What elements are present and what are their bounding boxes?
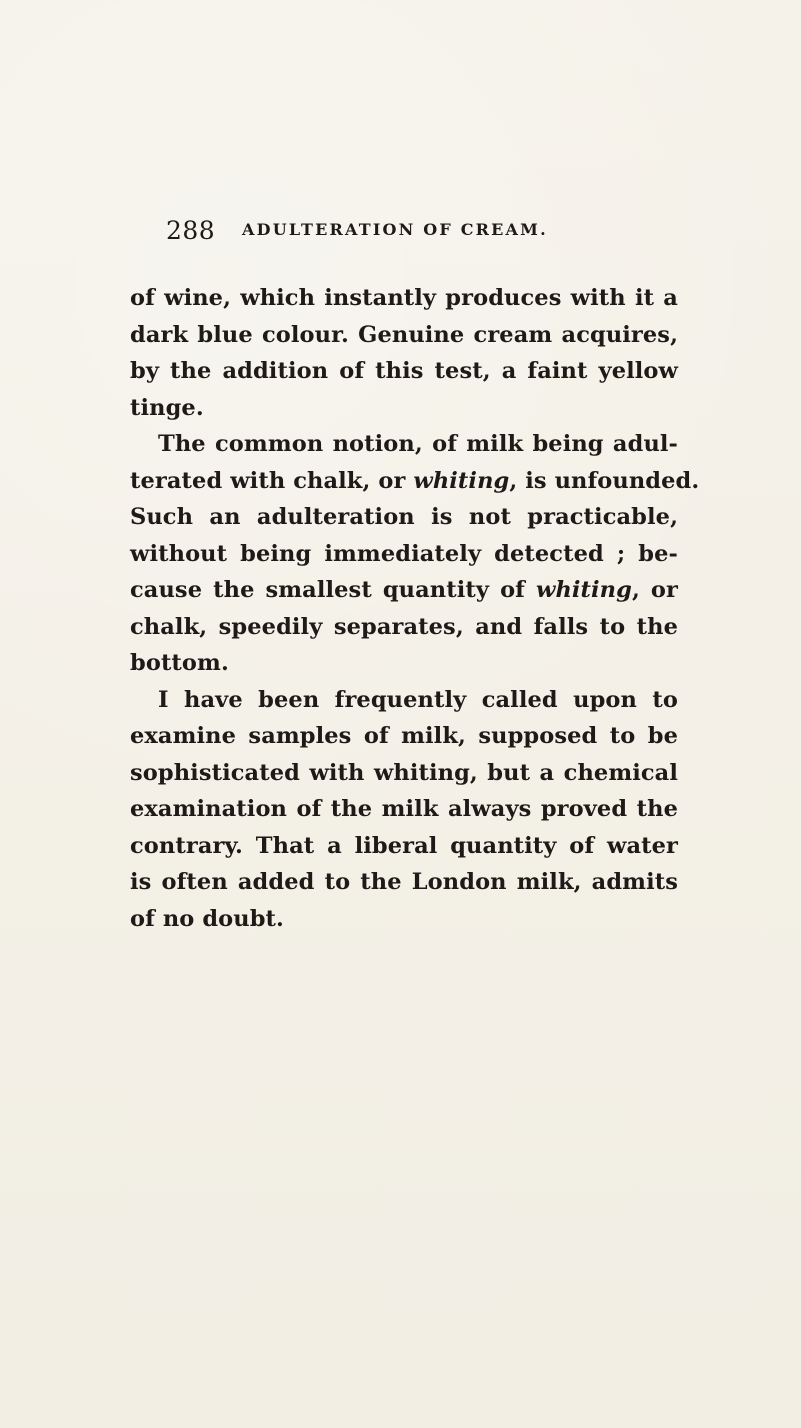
text-line: I have been frequently called upon to bbox=[158, 686, 678, 713]
text-line: chalk, speedily separates, and falls to the bbox=[130, 613, 678, 640]
text-line: tinge. bbox=[130, 394, 204, 421]
text-line bbox=[130, 463, 700, 500]
text-segment: terated with chalk, or bbox=[130, 467, 414, 494]
text-line: dark blue colour. Genuine cream acquires, bbox=[130, 321, 678, 348]
text-line: examine samples of milk, supposed to be bbox=[130, 723, 678, 749]
body-text bbox=[130, 280, 700, 937]
text-line: bottom. bbox=[130, 650, 229, 676]
italic-word: whiting bbox=[535, 577, 632, 603]
text-line: examination of the milk always proved the bbox=[130, 796, 678, 822]
text-segment: , or bbox=[631, 577, 678, 603]
text-line: sophisticated with whiting, but a chemical bbox=[130, 759, 678, 786]
text-line: The common notion, of milk being adul- bbox=[158, 431, 678, 457]
text-line: by the addition of this test, a faint yellow bbox=[130, 358, 678, 384]
running-head: ADULTERATION OF CREAM. bbox=[242, 220, 548, 239]
text-line: contrary. That a liberal quantity of water bbox=[130, 832, 678, 859]
text-line: of wine, which instantly produces with it a bbox=[130, 285, 678, 311]
page-number: 288 bbox=[166, 216, 216, 245]
text-line: of no doubt. bbox=[130, 905, 284, 932]
text-line: Such an adulteration is not practicable, bbox=[130, 504, 678, 530]
text-segment: cause the smallest quantity of bbox=[130, 577, 536, 603]
text-line bbox=[130, 572, 678, 609]
text-segment: , is unfounded. bbox=[509, 467, 700, 494]
text-line: is often added to the London milk, admits bbox=[130, 869, 678, 895]
page-header bbox=[166, 216, 676, 252]
text-line: without being immediately detected ; be- bbox=[130, 540, 678, 567]
italic-word: whiting bbox=[413, 467, 510, 494]
